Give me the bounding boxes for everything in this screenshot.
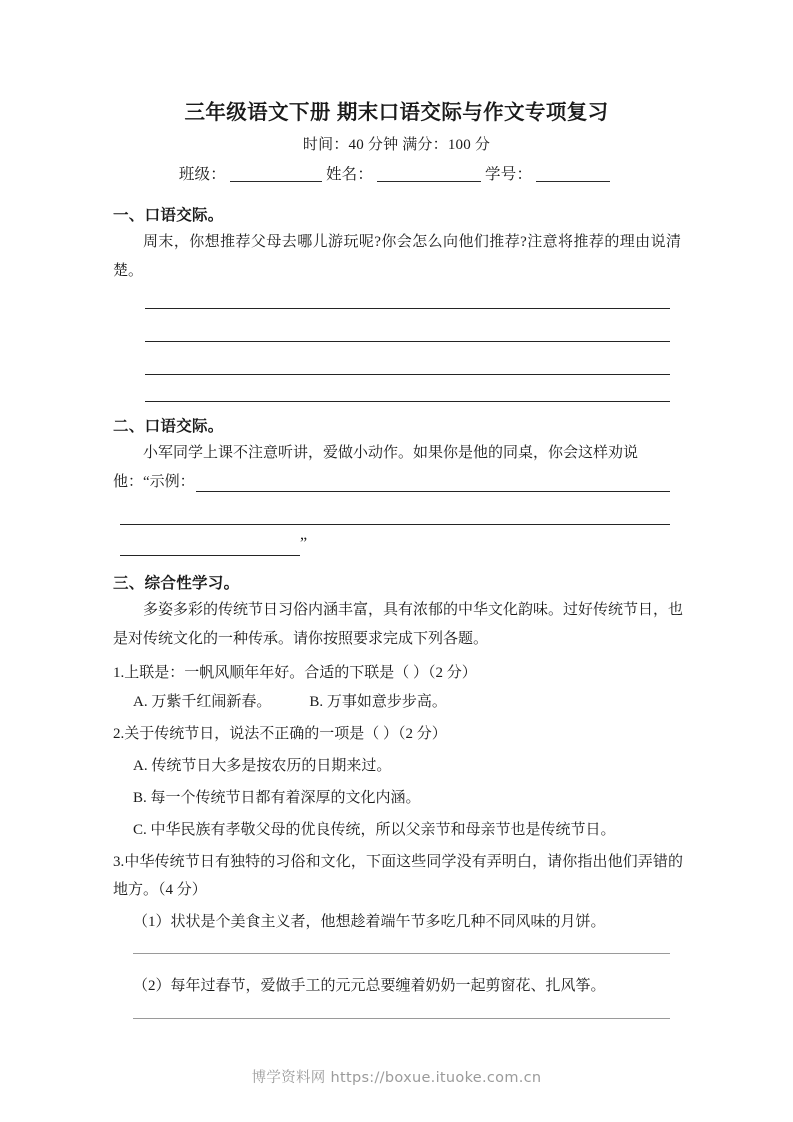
question-3-stem: 中华传统节日有独特的习俗和文化，下面这些同学没有弄明白，请你指出他们弄错的地方。（4 分） — [113, 854, 683, 898]
question-2-option-a[interactable]: A. 传统节日大多是按农历的日期来过。 — [133, 758, 392, 774]
section-2-closing-quote: ” — [300, 535, 308, 552]
section-2-answer-line-3[interactable] — [120, 555, 300, 556]
student-number-label: 学号： — [485, 166, 533, 183]
question-2-option-b[interactable]: B. 每一个传统节日都有着深厚的文化内涵。 — [133, 790, 421, 806]
section-2-answer-line-1[interactable] — [196, 491, 670, 492]
question-1-options — [133, 688, 447, 716]
question-3 — [113, 848, 683, 904]
name-blank[interactable] — [377, 181, 481, 182]
section-1-answer-line-2[interactable] — [145, 341, 670, 342]
section-2-answer-line-2[interactable] — [120, 524, 670, 525]
question-3-subitem-2: （2）每年过春节，爱做手工的元元总要缠着奶奶一起剪窗花、扎风筝。 — [133, 978, 606, 994]
page-title: 三年级语文下册 期末口语交际与作文专项复习 — [184, 101, 609, 124]
section-1-prompt: 周末，你想推荐父母去哪儿游玩呢?你会怎么向他们推荐?注意将推荐的理由说清楚。 — [113, 234, 681, 279]
section-2-heading: 二、口语交际。 — [113, 418, 224, 435]
question-1 — [113, 659, 477, 687]
section-2-prompt-continued: 他：“示例： — [113, 474, 195, 490]
question-3-answer-line-1[interactable] — [133, 953, 670, 954]
section-1-heading: 一、口语交际。 — [113, 207, 224, 224]
section-1-answer-line-1[interactable] — [145, 308, 670, 309]
question-1-option-a[interactable]: A. 万紫千红闹新春。 — [133, 694, 272, 710]
footer-watermark: 博学资料网 https://boxue.ituoke.com.cn — [251, 1070, 542, 1086]
question-3-number: 3. — [113, 854, 125, 870]
question-1-stem: 上联是：一帆风顺年年好。合适的下联是（ ）（2 分） — [124, 665, 477, 681]
section-1-answer-line-4[interactable] — [145, 401, 670, 402]
question-2-stem: 关于传统节日，说法不正确的一项是（ ）（2 分） — [124, 726, 447, 742]
question-2-number: 2. — [113, 726, 125, 742]
question-1-option-b[interactable]: B. 万事如意步步高。 — [309, 694, 447, 710]
question-3-answer-line-2[interactable] — [133, 1018, 670, 1019]
name-label: 姓名： — [325, 166, 374, 183]
section-2-prompt: 小军同学上课不注意听讲，爱做小动作。如果你是他的同桌，你会这样劝说 — [143, 445, 639, 461]
section-3-intro: 多姿多彩的传统节日习俗内涵丰富，具有浓郁的中华文化韵味。过好传统节日，也是对传统文化的一种传承。请你按照要求完成下列各题。 — [113, 602, 684, 647]
question-2 — [113, 720, 447, 748]
class-blank[interactable] — [230, 181, 322, 182]
section-1-answer-line-3[interactable] — [145, 374, 670, 375]
student-info-row — [0, 162, 793, 184]
section-3-heading: 三、综合性学习。 — [113, 575, 240, 592]
student-number-blank[interactable] — [536, 181, 610, 182]
question-1-number: 1. — [113, 665, 125, 681]
class-label: 班级： — [178, 166, 226, 183]
exam-meta-subtitle: 时间：40 分钟 满分：100 分 — [302, 137, 491, 153]
question-3-subitem-1: （1）状状是个美食主义者，他想趁着端午节多吃几种不同风味的月饼。 — [133, 914, 606, 930]
question-2-option-c[interactable]: C. 中华民族有孝敬父母的优良传统，所以父亲节和母亲节也是传统节日。 — [133, 822, 616, 838]
